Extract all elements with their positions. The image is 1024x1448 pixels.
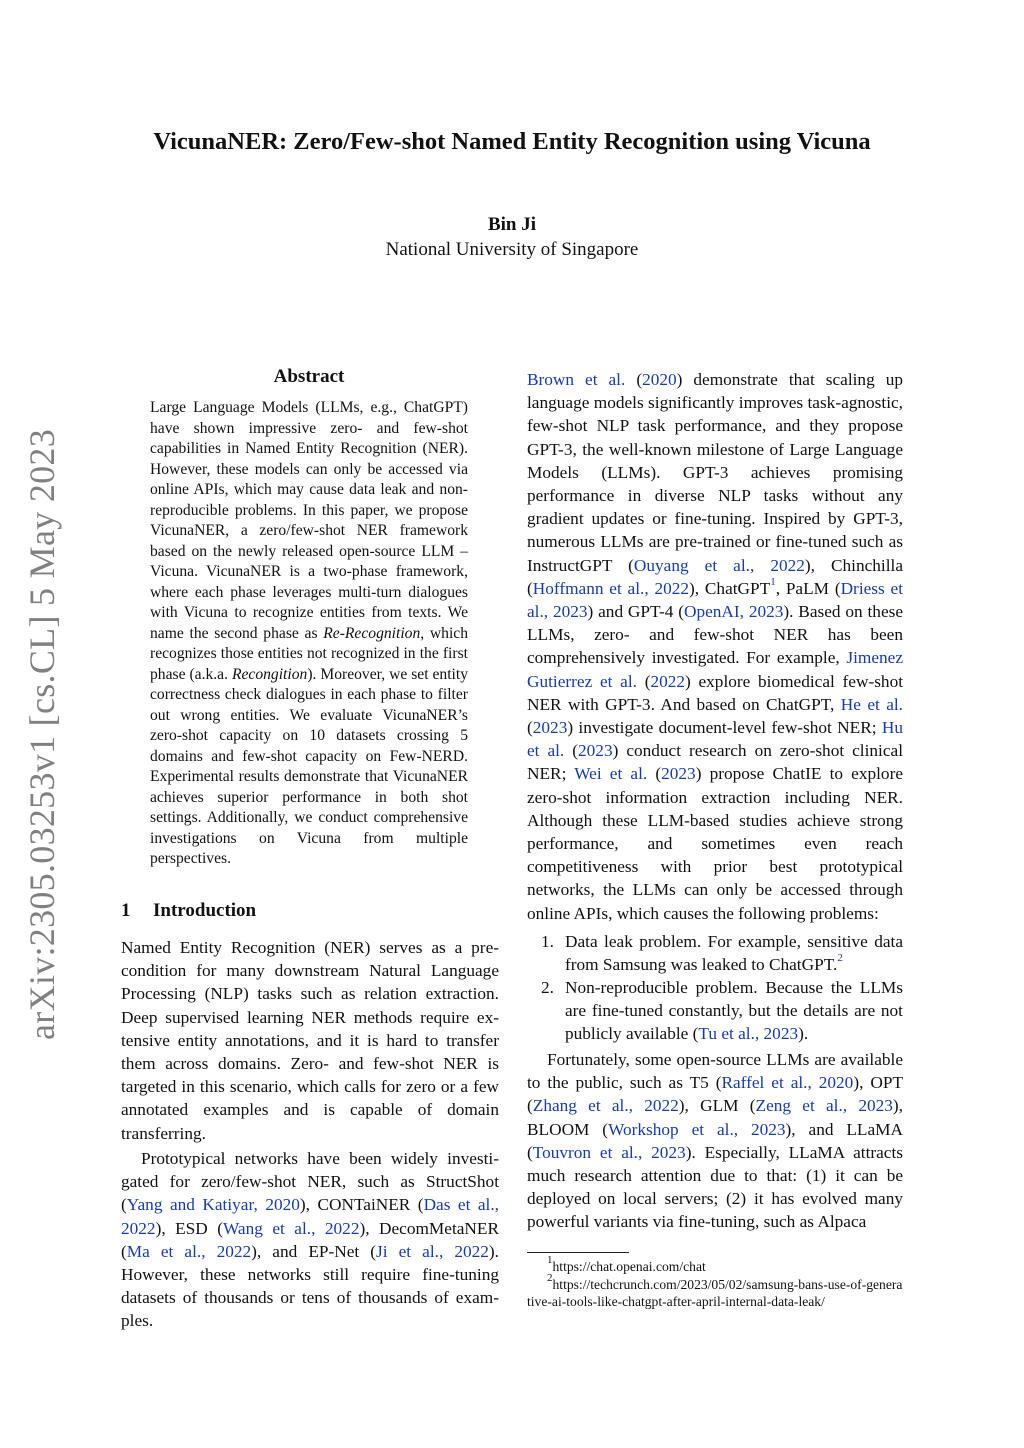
intro-paragraph-3 bbox=[527, 368, 903, 925]
footnote-1 bbox=[527, 1254, 903, 1275]
citation-link[interactable]: Hu et al. bbox=[527, 718, 903, 761]
citation-link[interactable]: 2023 bbox=[532, 718, 568, 738]
text-run: ( bbox=[527, 718, 533, 738]
intro-paragraph-4 bbox=[527, 1048, 903, 1234]
citation-link[interactable]: Wang et al., 2022 bbox=[223, 1218, 360, 1238]
citation-link[interactable]: Driess et al., 2023 bbox=[527, 578, 904, 622]
text-run: ), GLM ( bbox=[678, 1096, 756, 1116]
footnote-ref[interactable]: 1 bbox=[770, 576, 776, 589]
abstract-text: Large Language Models (LLMs, e.g., ChatGPT) have shown impressive zero- and few-shot capabilities in Named Entity Recognition (NER). However, these models can only be accessed via online APIs, which may cause data leak and non-reproducible problems. In this paper, we propose VicunaNER, a zero/few-shot NER framework based on the newly released open-source LLM – Vicuna. VicunaNER is a two-phase framework, where each phase leverages multi-turn dialogues with Vicuna to recognize entities from texts. We name the second phase as Re-Recognition, which recognizes those entities not recognized in the first phase (a.k.a. Recongition). Moreover, we set entity correctness check dialogues in each phase to filter out wrong entities. We evaluate VicunaNER’s zero-shot capacity on 10 datasets crossing 5 domains and few-shot capacity on Few-NERD. Experimental results demonstrate that VicunaNER achieves superior performance in both shot settings. Additionally, we conduct comprehensive investigations on Vicuna from multiple perspectives. bbox=[150, 399, 469, 867]
text-run: Prototypical networks have been widely investigated for zero/few-shot NER, such as StructShot ( bbox=[121, 1149, 499, 1215]
citation-link[interactable]: He et al. bbox=[840, 694, 903, 714]
citation-link[interactable]: Yang and Katiyar, 2020 bbox=[126, 1195, 300, 1215]
footnote-divider bbox=[527, 1252, 629, 1253]
citation-link[interactable]: Ji et al., 2022 bbox=[376, 1241, 489, 1261]
citation-link[interactable]: Raffel et al., 2020 bbox=[721, 1073, 854, 1093]
citation-link[interactable]: 2023 bbox=[578, 741, 613, 761]
paper-title: VicunaNER: Zero/Few-shot Named Entity Recognition using Vicuna bbox=[153, 128, 871, 155]
footnote-mark: 2 bbox=[547, 1272, 553, 1285]
section-number: 1 bbox=[121, 900, 131, 921]
text-run: ). However, these networks still require fine-tuning datasets of thousands or tens of thousands of examples. bbox=[121, 1241, 499, 1331]
text-run: ), and LLaMA ( bbox=[527, 1119, 904, 1162]
text-run: ), DecomMetaNER ( bbox=[121, 1218, 499, 1261]
author-name: Bin Ji bbox=[487, 214, 537, 235]
list-text bbox=[565, 930, 903, 976]
section-heading-introduction bbox=[121, 900, 256, 922]
text-run: ). bbox=[798, 1024, 809, 1044]
text-run: ( bbox=[647, 764, 662, 784]
citation-link[interactable]: Tu et al., 2023 bbox=[698, 1024, 799, 1044]
section-title: Introduction bbox=[153, 900, 257, 921]
citation-link[interactable]: Zeng et al., 2023 bbox=[755, 1096, 893, 1116]
text-run: ), Chinchilla ( bbox=[527, 555, 903, 598]
citation-link[interactable]: Jimenez Gutierrez et al. bbox=[527, 648, 903, 691]
author-affiliation: National University of Singapore bbox=[385, 239, 639, 260]
text-run: ) and GPT-4 ( bbox=[587, 602, 684, 622]
footnote-link[interactable]: https://techcrunch.com/2023/05/02/samsung-bans-use-of-generative-ai-tools-like-chatgpt-after-april-internal-data-leak/ bbox=[527, 1277, 903, 1309]
text-run: ( bbox=[636, 671, 651, 691]
text-run: ) propose ChatIE to explore zero-shot information extraction including NER. Although these LLM-based studies achieve strong performance, and sometimes even reach competitiveness with prior best prototypical networks, the LLMs can only be accessed through online APIs, which causes the following problems: bbox=[527, 764, 903, 923]
footnote-link[interactable]: https://chat.openai.com/chat bbox=[552, 1259, 706, 1274]
citation-link[interactable]: OpenAI, 2023 bbox=[683, 602, 784, 622]
text-run: Fortunately, some open-source LLMs are available to the public, such as T5 ( bbox=[527, 1050, 903, 1093]
text-run: ( bbox=[564, 741, 579, 761]
text-run: ), BLOOM ( bbox=[527, 1096, 903, 1139]
text-run: ), ESD ( bbox=[155, 1218, 223, 1238]
citation-link[interactable]: Workshop et al., 2023 bbox=[608, 1119, 786, 1139]
citation-link[interactable]: Ouyang et al., 2022 bbox=[633, 555, 805, 575]
citation-link[interactable]: Wei et al. bbox=[574, 764, 648, 784]
citation-link[interactable]: Das et al., 2022 bbox=[121, 1195, 499, 1238]
text-run: ), and EP-Net ( bbox=[251, 1241, 377, 1261]
abstract-heading: Abstract bbox=[273, 366, 345, 387]
footnote-ref[interactable]: 2 bbox=[837, 952, 843, 965]
text-run: ). Based on these LLMs, zero- and few-shot NER has been comprehensively investigated. For example, bbox=[527, 602, 904, 668]
list-text bbox=[565, 976, 903, 1046]
citation-link[interactable]: Ma et al., 2022 bbox=[126, 1241, 252, 1261]
citation-link[interactable]: Brown et al. bbox=[527, 370, 626, 389]
text-run: Data leak problem. For example, sensitive data from Samsung was leaked to ChatGPT. bbox=[565, 932, 903, 975]
text-run: ), ChatGPT bbox=[689, 578, 771, 598]
text-run: , PaLM ( bbox=[775, 578, 841, 598]
citation-link[interactable]: Hoffmann et al., 2022 bbox=[532, 578, 690, 598]
footnote-2 bbox=[527, 1272, 903, 1310]
text-run: ) explore biomedical few-shot NER with GPT-3. And based on ChatGPT, bbox=[527, 671, 904, 714]
abstract-emphasis-recognition: Recongition bbox=[231, 665, 308, 683]
citation-link[interactable]: 2020 bbox=[642, 370, 677, 389]
list-number: 2. bbox=[541, 978, 554, 997]
text-run: ) demonstrate that scaling up language models significantly improves task-agnostic, few-shot NLP task performance, and they propose GPT-3, the well-known milestone of Large Language Models (LLMs). GPT-3 achieves promising performance in diverse NLP tasks without any gradient updates or fine-tuning. Inspired by GPT-3, numerous LLMs are pre-trained or fine-tuned such as InstructGPT ( bbox=[527, 370, 904, 575]
text-run: ( bbox=[625, 370, 643, 389]
abstract-emphasis-re-recognition: Re-Recognition bbox=[323, 624, 421, 642]
text-run: ). Especially, LLaMA attracts much research attention due to that: (1) it can be deployed on local servers; (2) it has evolved many powerful variants via fine-tuning, such as Alpaca bbox=[527, 1142, 903, 1232]
intro-paragraph-2 bbox=[121, 1147, 499, 1333]
text-run: ), CONTaiNER ( bbox=[299, 1195, 424, 1215]
text-run: ) conduct research on zero-shot clinical NER; bbox=[527, 741, 903, 784]
citation-link[interactable]: Touvron et al., 2023 bbox=[532, 1142, 686, 1162]
citation-link[interactable]: 2022 bbox=[650, 671, 686, 691]
citation-link[interactable]: 2023 bbox=[661, 764, 696, 784]
footnote-mark: 1 bbox=[547, 1254, 553, 1267]
arxiv-side-stamp: arXiv:2305.03253v1 [cs.CL] 5 May 2023 bbox=[22, 428, 62, 1040]
list-number: 1. bbox=[541, 932, 554, 951]
text-run: Non-reproducible problem. Because the LLMs are fine-tuned constantly, but the details are not publicly available ( bbox=[565, 978, 903, 1044]
text-run: ), OPT ( bbox=[527, 1073, 903, 1116]
citation-link[interactable]: Zhang et al., 2022 bbox=[532, 1096, 679, 1116]
intro-paragraph-1: Named Entity Recognition (NER) serves as a precondition for many downstream Natural Language Processing (NLP) tasks such as relation extraction. Deep supervised learning NER methods require extensive entity annotations, and it is hard to transfer them across domains. Zero- and few-shot NER is targeted in this scenario, which calls for zero or a few annotated examples and is capable of domain transferring. bbox=[121, 938, 499, 1143]
text-run: ) investigate document-level few-shot NER; bbox=[567, 718, 882, 738]
